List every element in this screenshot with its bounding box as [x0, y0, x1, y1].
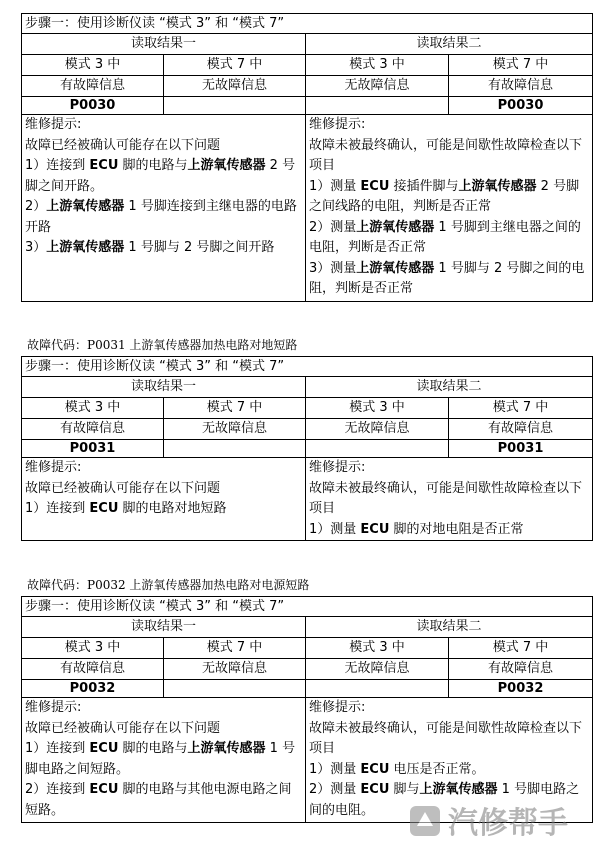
mode3-cell: 模式 3 中 — [306, 398, 449, 419]
fault-status-cell: 无故障信息 — [306, 659, 449, 680]
empty-cell — [306, 440, 449, 458]
watermark-text: 汽修帮手 — [448, 806, 568, 841]
tips-line: 维修提示: — [25, 700, 82, 715]
tips-line: 维修提示: — [309, 117, 366, 132]
empty-cell — [164, 680, 306, 698]
step-one-row: 步骤一：使用诊断仪读 “模式 3” 和 “模式 7” — [22, 357, 593, 377]
empty-cell — [306, 680, 449, 698]
tips-line: 2）连接到 ECU 脚的电路与其他电源电路之间短路。 — [25, 782, 292, 818]
tips-line: 维修提示: — [25, 460, 82, 475]
fault-code-cell: P0032 — [22, 680, 164, 698]
mode7-cell: 模式 7 中 — [449, 55, 593, 76]
tips-line: 1）连接到 ECU 脚的电路与上游氧传感器 2 号脚之间开路。 — [25, 158, 296, 194]
repair-tips-left — [22, 115, 306, 302]
fault-status-cell: 无故障信息 — [306, 419, 449, 440]
fault-status-cell: 有故障信息 — [449, 76, 593, 97]
result-one-header: 读取结果一 — [22, 377, 306, 398]
tips-line: 故障已经被确认可能存在以下问题 — [25, 720, 221, 736]
mode3-cell: 模式 3 中 — [306, 55, 449, 76]
fault-status-cell: 无故障信息 — [164, 76, 306, 97]
fault-status-cell: 有故障信息 — [22, 76, 164, 97]
result-one-header: 读取结果一 — [22, 34, 306, 55]
mode3-cell: 模式 3 中 — [22, 398, 164, 419]
tips-line: 维修提示: — [309, 460, 366, 475]
empty-cell — [164, 97, 306, 115]
tips-line: 1）测量 ECU 电压是否正常。 — [309, 761, 485, 777]
fault-status-cell: 有故障信息 — [22, 659, 164, 680]
mode7-cell: 模式 7 中 — [164, 638, 306, 659]
mode3-cell: 模式 3 中 — [22, 638, 164, 659]
fault-status-cell: 有故障信息 — [22, 419, 164, 440]
step-one-row: 步骤一：使用诊断仪读 “模式 3” 和 “模式 7” — [22, 597, 593, 617]
fault-code-caption: 故障代码：P0032 上游氧传感器加热电路对电源短路 — [27, 578, 310, 592]
tips-line: 3）上游氧传感器 1 号脚与 2 号脚之间开路 — [25, 240, 275, 255]
mode7-cell: 模式 7 中 — [164, 398, 306, 419]
tips-line: 1）测量 ECU 接插件脚与上游氧传感器 2 号脚之间线路的电阻，判断是否正常 — [309, 178, 580, 214]
repair-tips-left — [22, 698, 306, 823]
tips-line: 1）测量 ECU 脚的对地电阻是否正常 — [309, 521, 524, 537]
tips-line: 3）测量上游氧传感器 1 号脚与 2 号脚之间的电阻，判断是否正常 — [309, 260, 585, 296]
step-one-row: 步骤一：使用诊断仪读 “模式 3” 和 “模式 7” — [22, 14, 593, 34]
result-one-header: 读取结果一 — [22, 617, 306, 638]
result-two-header: 读取结果二 — [306, 34, 593, 55]
tips-line: 1）连接到 ECU 脚的电路对地短路 — [25, 501, 227, 516]
diagnosis-table-3 — [21, 596, 593, 823]
fault-status-cell: 无故障信息 — [306, 76, 449, 97]
tips-line: 2）测量上游氧传感器 1 号脚到主继电器之间的电阻，判断是否正常 — [309, 219, 581, 255]
fault-status-cell: 无故障信息 — [164, 659, 306, 680]
fault-status-cell: 有故障信息 — [449, 659, 593, 680]
tips-line: 维修提示: — [309, 700, 366, 715]
fault-code-cell: P0031 — [449, 440, 593, 458]
tips-line: 1）连接到 ECU 脚的电路与上游氧传感器 1 号脚电路之间短路。 — [25, 741, 296, 777]
tips-line: 故障已经被确认可能存在以下问题 — [25, 137, 221, 153]
tips-line: 故障未被最终确认，可能是间歇性故障检查以下项目 — [309, 137, 583, 173]
diagnosis-table-2 — [21, 356, 593, 541]
mode7-cell: 模式 7 中 — [449, 638, 593, 659]
tips-line: 故障未被最终确认，可能是间歇性故障检查以下项目 — [309, 480, 583, 516]
fault-status-cell: 有故障信息 — [449, 419, 593, 440]
mode7-cell: 模式 7 中 — [164, 55, 306, 76]
empty-cell — [164, 440, 306, 458]
fault-code-cell: P0031 — [22, 440, 164, 458]
tips-line: 维修提示: — [25, 117, 82, 132]
watermark-logo — [408, 800, 608, 842]
result-two-header: 读取结果二 — [306, 617, 593, 638]
fault-code-cell: P0030 — [22, 97, 164, 115]
mode7-cell: 模式 7 中 — [449, 398, 593, 419]
repair-tips-left — [22, 458, 306, 541]
tips-line: 2）上游氧传感器 1 号脚连接到主继电器的电路开路 — [25, 199, 297, 235]
tips-line: 故障未被最终确认，可能是间歇性故障检查以下项目 — [309, 720, 583, 756]
tips-line: 2）测量 ECU 脚与上游氧传感器 1 号脚电路之间的电阻。 — [309, 782, 580, 818]
fault-code-cell: P0032 — [449, 680, 593, 698]
repair-tips-right — [306, 115, 593, 302]
tips-line: 故障已经被确认可能存在以下问题 — [25, 480, 221, 496]
repair-tips-right — [306, 458, 593, 541]
mode3-cell: 模式 3 中 — [22, 55, 164, 76]
result-two-header: 读取结果二 — [306, 377, 593, 398]
empty-cell — [306, 97, 449, 115]
fault-code-cell: P0030 — [449, 97, 593, 115]
diagnosis-table-1 — [21, 13, 593, 302]
fault-status-cell: 无故障信息 — [164, 419, 306, 440]
mode3-cell: 模式 3 中 — [306, 638, 449, 659]
fault-code-caption: 故障代码：P0031 上游氧传感器加热电路对地短路 — [27, 338, 298, 352]
